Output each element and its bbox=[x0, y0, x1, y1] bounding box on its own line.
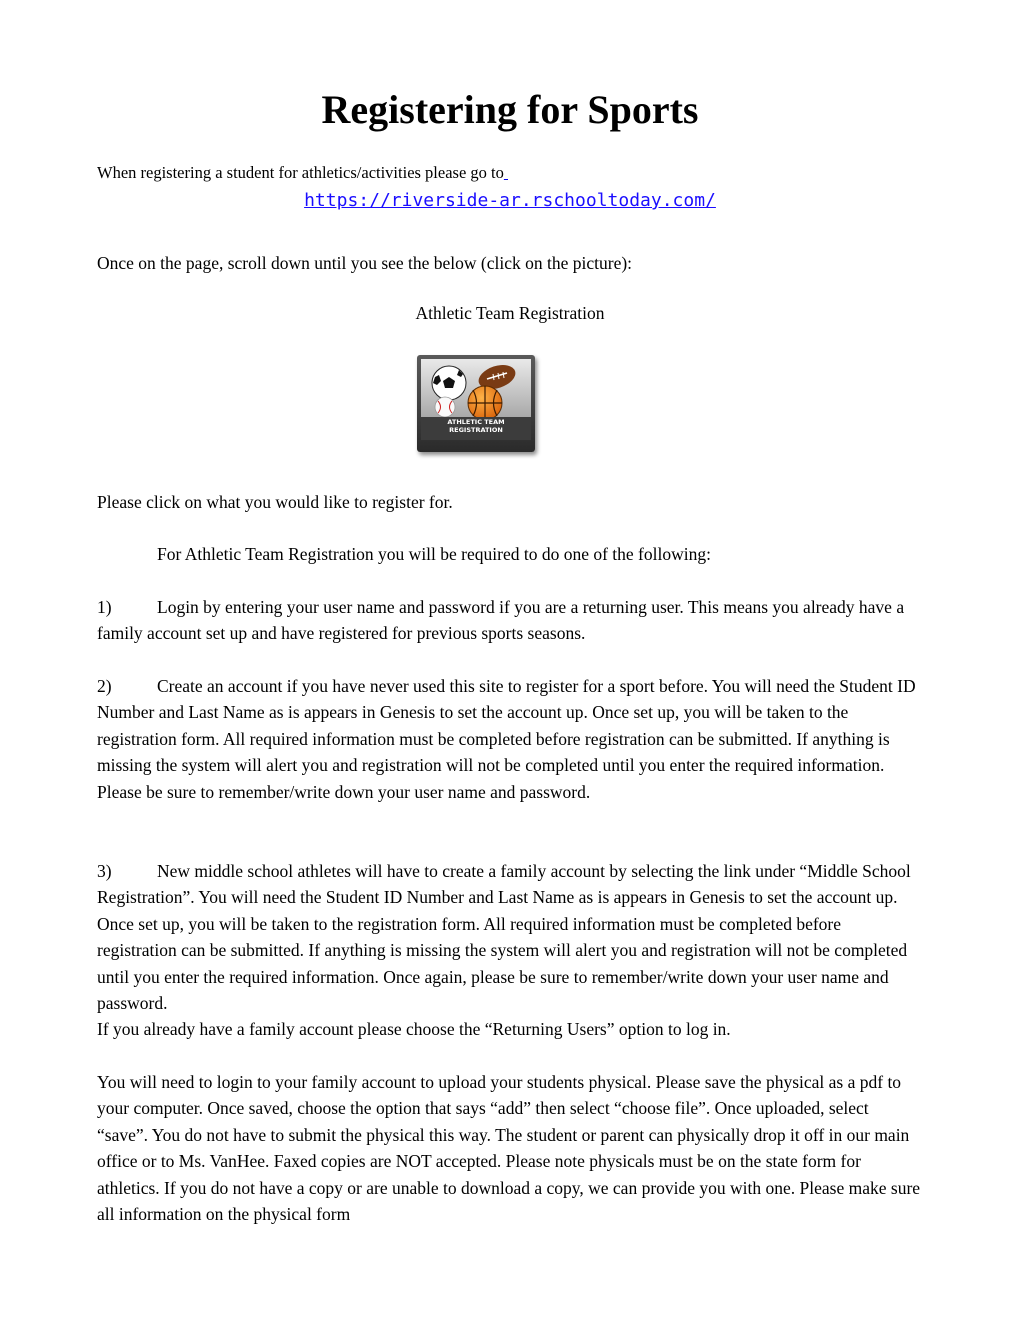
requirement-intro: For Athletic Team Registration you will be required to do one of the following: bbox=[157, 544, 711, 564]
registration-heading: Athletic Team Registration bbox=[415, 303, 605, 323]
logo-label: ATHLETIC TEAM REGISTRATION bbox=[447, 418, 505, 434]
page-title: Registering for Sports bbox=[321, 87, 699, 132]
registration-site-link[interactable]: https://riverside-ar.rschooltoday.com/ bbox=[304, 190, 716, 211]
list-item bbox=[97, 594, 923, 647]
list-item bbox=[97, 858, 923, 1043]
click-instruction: Please click on what you would like to register for. bbox=[97, 492, 453, 512]
sports-balls-icon bbox=[417, 355, 535, 452]
intro-paragraph bbox=[97, 160, 923, 186]
list-item bbox=[97, 673, 923, 805]
list-item-number: 1) bbox=[97, 597, 112, 617]
list-item-text: Create an account if you have never used this site to register for a sport before. You will need the Student ID Number and Last Name as is appears in Genesis to set the account up. Once set up, you will be taken to the registration form. All required information must be completed before registration can be submitted. If anything is missing the system will alert you and registration will not be completed until you enter the required information. Please be sure to remember/write down your user name and password. bbox=[97, 676, 916, 802]
intro-text: When registering a student for athletics/activities please go to bbox=[97, 163, 504, 182]
athletic-team-registration-button[interactable] bbox=[417, 355, 535, 452]
scroll-instruction: Once on the page, scroll down until you see the below (click on the picture): bbox=[97, 253, 633, 273]
list-item-number: 3) bbox=[97, 861, 112, 881]
returning-users-note: If you already have a family account please choose the “Returning Users” option to log in. bbox=[97, 1019, 731, 1040]
physical-upload-paragraph: You will need to login to your family account to upload your students physical. Please save the physical as a pdf to your computer. Once saved, choose the option that says “add” then select “choose file”. Once uploaded, select “save”. You do not have to submit the physical this way. The student or parent can physically drop it off in our main office or to Ms. VanHee. Faxed copies are NOT accepted. Please note physicals must be on the state form for athletics. If you do not have a copy or are unable to download a copy, we can provide you with one. Please make sure all information on the physical form bbox=[97, 1072, 921, 1225]
list-item-text: New middle school athletes will have to create a family account by selecting the link under “Middle School Registration”. You will need the Student ID Number and Last Name as is appears in Genesis to set the account up. Once set up, you will be taken to the registration form. All required information must be completed before registration can be submitted. If anything is missing the system will alert you and registration will not be completed until you enter the required information. Once again, please be sure to remember/write down your user name and password. bbox=[97, 861, 911, 1014]
list-item-text: Login by entering your user name and password if you are a returning user. This means you already have a family account set up and have registered for previous sports seasons. bbox=[97, 597, 905, 644]
list-item-number: 2) bbox=[97, 676, 112, 696]
